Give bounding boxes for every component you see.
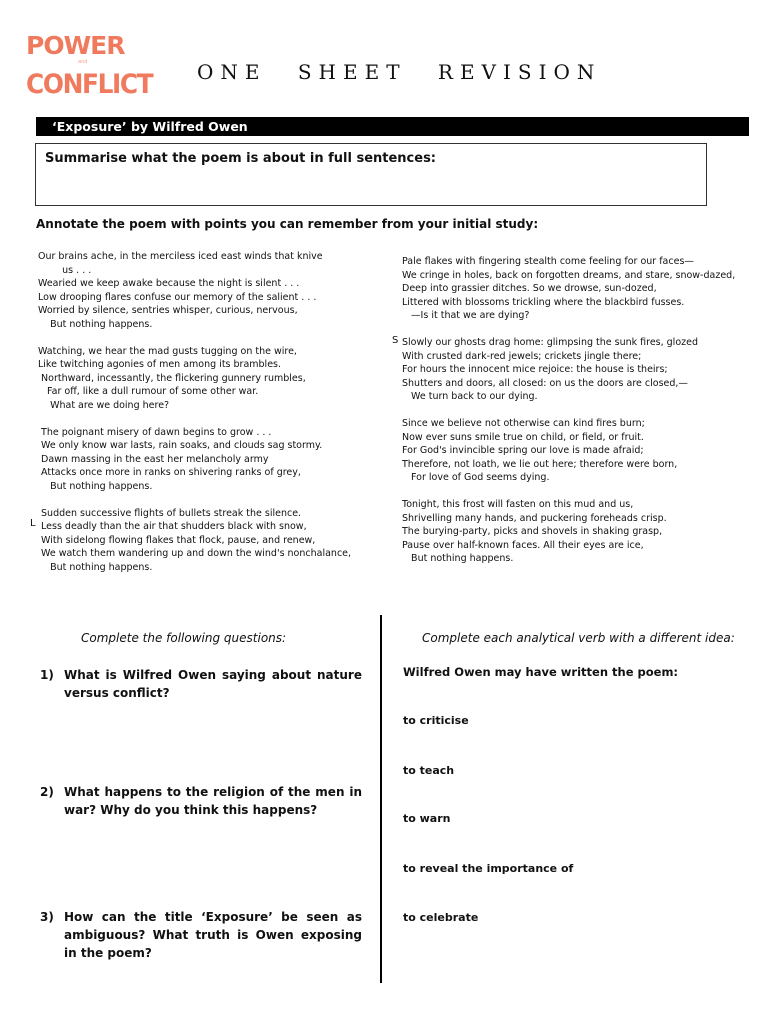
poem-line: Low drooping flares confuse our memory of the salient . . .	[38, 291, 317, 303]
column-divider	[380, 615, 382, 983]
poem-title-bar	[36, 117, 749, 136]
question-text: How can the title ‘Exposure’ be seen as ambiguous? What truth is Owen exposing in the poem?	[64, 910, 362, 960]
poem-line: Northward, incessantly, the flickering gunnery rumbles,	[38, 372, 306, 384]
poem-line: What are we doing here?	[38, 399, 170, 411]
question-number: 2)	[40, 785, 54, 799]
poem-line: For God's invincible spring our love is made afraid;	[402, 445, 644, 456]
poem-line: But nothing happens.	[38, 318, 153, 330]
poem-line: Dawn massing in the east her melancholy army	[38, 453, 269, 465]
question-number: 3)	[40, 910, 54, 924]
question-text: What happens to the religion of the men in war? Why do you think this happens?	[64, 785, 362, 817]
power-and-conflict-logo	[26, 31, 153, 103]
stanza-gap	[402, 485, 735, 499]
annotate-prompt: Annotate the poem with points you can remember from your initial study:	[36, 217, 539, 231]
poem-line: Far off, like a dull rumour of some other war.	[38, 386, 259, 397]
poem-line: We cringe in holes, back on forgotten dreams, and stare, snow-dazed,	[402, 269, 736, 281]
stanza-gap	[38, 331, 351, 345]
poem-line: Our brains ache, in the merciless iced east winds that knive	[38, 251, 323, 262]
poem-line: Littered with blossoms trickling where the blackbird fusses.	[402, 296, 685, 308]
verbs-intro: Wilfred Owen may have written the poem:	[403, 665, 679, 679]
poem-line: Shutters and doors, all closed: on us the doors are closed,—	[402, 377, 688, 389]
questions-heading: Complete the following questions:	[81, 631, 287, 645]
question-number: 1)	[40, 668, 54, 682]
annotation-marker-right: S	[392, 335, 399, 346]
verb-item-reveal[interactable]: to reveal the importance of	[403, 862, 574, 875]
poem-line: But nothing happens.	[402, 553, 514, 564]
poem-line: But nothing happens.	[38, 480, 153, 492]
verbs-heading: Complete each analytical verb with a different idea:	[422, 631, 735, 645]
poem-column-right	[402, 255, 735, 566]
poem-line: Slowly our ghosts drag home: glimpsing the sunk fires, glozed	[402, 337, 698, 348]
logo-line-power: POWER	[26, 31, 125, 60]
poem-line: Wearied we keep awake because the night is silent . . .	[38, 278, 300, 289]
poem-line: Pause over half-known faces. All their eyes are ice,	[402, 539, 644, 551]
question-text: What is Wilfred Owen saying about nature versus conflict?	[64, 668, 362, 700]
poem-line: Like twitching agonies of men among its brambles.	[38, 359, 282, 370]
poem-line: —Is it that we are dying?	[402, 310, 530, 321]
page-title: ONE SHEET REVISION	[197, 60, 602, 84]
poem-line: With sidelong flowing flakes that flock, pause, and renew,	[38, 534, 316, 546]
poem-line: Now ever suns smile true on child, or field, or fruit.	[402, 431, 644, 443]
poem-line: We watch them wandering up and down the wind's nonchalance,	[38, 548, 352, 559]
summary-prompt: Summarise what the poem is about in full sentences:	[45, 151, 437, 166]
poem-line: Since we believe not otherwise can kind fires burn;	[402, 418, 645, 429]
question-1[interactable]	[40, 666, 362, 702]
poem-line: Shrivelling many hands, and puckering foreheads crisp.	[402, 512, 667, 524]
poem-line: The poignant misery of dawn begins to grow . . .	[38, 426, 272, 438]
annotation-marker-left: L	[30, 518, 36, 529]
stanza-gap	[402, 404, 735, 418]
poem-column-left	[38, 250, 351, 574]
question-2[interactable]	[40, 783, 362, 819]
poem-line: With crusted dark-red jewels; crickets jingle there;	[402, 350, 642, 362]
poem-line: For hours the innocent mice rejoice: the house is theirs;	[402, 364, 668, 375]
poem-title: ‘Exposure’ by Wilfred Owen	[52, 119, 248, 134]
question-3[interactable]	[40, 908, 362, 962]
verb-item-teach[interactable]: to teach	[403, 764, 455, 777]
stanza-gap	[38, 493, 351, 507]
poem-line: Worried by silence, sentries whisper, curious, nervous,	[38, 305, 298, 316]
poem-line: Watching, we hear the mad gusts tugging on the wire,	[38, 345, 297, 357]
poem-line: Less deadly than the air that shudders black with snow,	[38, 521, 307, 532]
poem-line: Attacks once more in ranks on shivering ranks of grey,	[38, 467, 301, 478]
verb-item-criticise[interactable]: to criticise	[403, 714, 469, 727]
poem-line: Pale flakes with fingering stealth come feeling for our faces—	[402, 256, 694, 267]
poem-line: We only know war lasts, rain soaks, and clouds sag stormy.	[38, 440, 323, 451]
poem-line: Tonight, this frost will fasten on this mud and us,	[402, 499, 634, 510]
poem-line: Sudden successive flights of bullets streak the silence.	[38, 507, 302, 519]
poem-line: But nothing happens.	[38, 561, 153, 573]
poem-line: The burying-party, picks and shovels in shaking grasp,	[402, 526, 663, 537]
verb-item-warn[interactable]: to warn	[403, 812, 451, 825]
poem-line: us . . .	[38, 264, 92, 276]
verb-item-celebrate[interactable]: to celebrate	[403, 911, 479, 924]
poem-line: We turn back to our dying.	[402, 391, 538, 402]
stanza-gap	[38, 412, 351, 426]
poem-line: Deep into grassier ditches. So we drowse, sun-dozed,	[402, 283, 657, 294]
poem-line: For love of God seems dying.	[402, 472, 550, 483]
stanza-gap	[402, 323, 735, 337]
poem-line: Therefore, not loath, we lie out here; therefore were born,	[402, 458, 678, 470]
logo-connector: and	[78, 59, 88, 65]
summary-answer-box[interactable]	[35, 143, 707, 206]
logo-line-conflict: CONFLICT	[26, 69, 153, 100]
